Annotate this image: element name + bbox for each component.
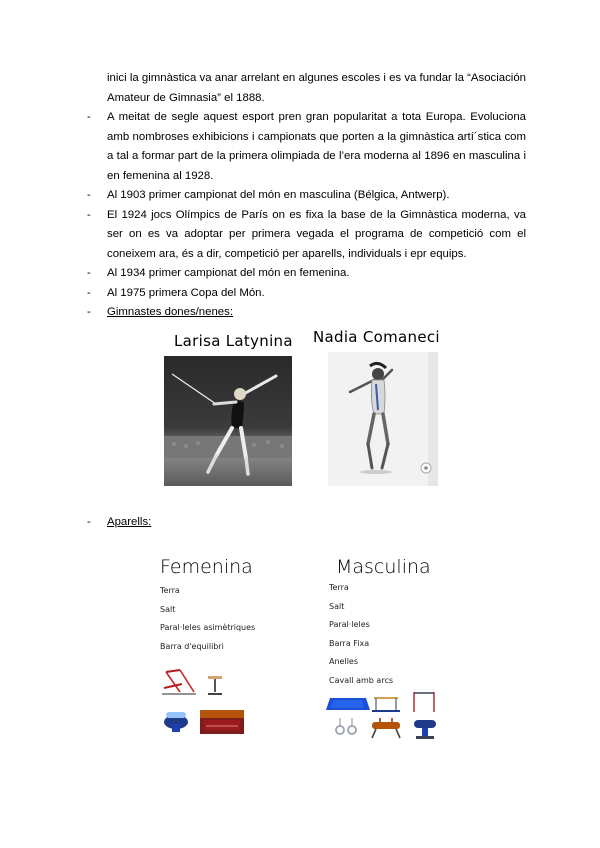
gymnasts-heading: Gimnastes dones/nenes: xyxy=(107,306,234,318)
continued-paragraph: inici la gimnàstica va anar arrelant en algunes escoles i es va fundar la “Asociación Amateur de Gimnasia” el 1888. xyxy=(107,72,526,104)
bullet-dash: - xyxy=(87,286,91,299)
list-item xyxy=(86,108,526,186)
masculina-list xyxy=(329,579,393,690)
list-item: Salt xyxy=(160,604,176,614)
list-item: Barra Fixa xyxy=(329,638,370,648)
apparatus-illustration xyxy=(160,662,248,736)
list-item: Terra xyxy=(329,583,349,592)
bullet-dash: - xyxy=(87,111,91,123)
femenina-apparatus-images xyxy=(160,662,248,736)
apparatus-section xyxy=(86,513,526,533)
apparatus-illustration xyxy=(326,690,446,742)
list-item: Paral·leles xyxy=(329,620,370,629)
list-item-text: Al 1903 primer campionat del món en masculina (Bélgica, Antwerp). xyxy=(107,189,450,201)
gymnast-name-nadia: Nadia Comaneci xyxy=(313,328,440,346)
list-item-text: A meitat de segle aquest esport pren gran popularitat a tota Europa. Evoluciona amb nombroses exhibicions i campionats que porten a la gimnàstica artí´stica com a tal a formar part de la primera olimpiada de l’era moderna al 1896 en masculina i en femenina al 1928. xyxy=(107,111,526,182)
apparatus-heading: Aparells: xyxy=(107,516,152,528)
list-item-text: Al 1975 primera Copa del Món. xyxy=(107,286,265,299)
bullet-dash: - xyxy=(87,267,91,279)
list-item xyxy=(86,186,526,206)
list-item xyxy=(86,264,526,284)
gymnast-photo-image xyxy=(164,356,292,486)
list-item-text: Al 1934 primer campionat del món en femenina. xyxy=(107,267,350,279)
photo-nadia-comaneci xyxy=(328,352,438,486)
bullet-dash: - xyxy=(87,516,91,528)
bullet-dash: - xyxy=(87,189,91,201)
list-item xyxy=(86,513,526,533)
list-item: Cavall amb arcs xyxy=(329,675,394,685)
list-item: Paral·leles asimètriques xyxy=(160,623,256,632)
femenina-title: Femenina xyxy=(160,556,253,578)
gymnast-photo-image xyxy=(328,352,438,486)
list-item: Terra xyxy=(160,586,180,595)
bullet-dash: - xyxy=(87,208,91,221)
photo-larisa-latynina xyxy=(164,356,292,486)
list-item xyxy=(86,206,526,265)
list-item xyxy=(86,303,526,323)
gymnast-name-larisa: Larisa Latynina xyxy=(174,332,293,350)
masculina-apparatus-images xyxy=(326,690,446,742)
list-item: Salt xyxy=(329,601,345,611)
bullet-dash: - xyxy=(87,306,91,318)
list-item-text: El 1924 jocs Olímpics de París on es fixa la base de la Gimnàstica moderna, va ser on es va adoptar per primera vegada el programa de competició com el coneixem ara, és a dir, competició per aparells, individuals i epr equips. xyxy=(107,208,526,260)
femenina-list xyxy=(160,582,255,656)
masculina-title: Masculina xyxy=(336,556,431,578)
list-item: Barra d'equilibri xyxy=(160,641,224,651)
body-text xyxy=(86,69,526,323)
list-item: Anelles xyxy=(329,657,358,666)
list-item xyxy=(86,284,526,304)
